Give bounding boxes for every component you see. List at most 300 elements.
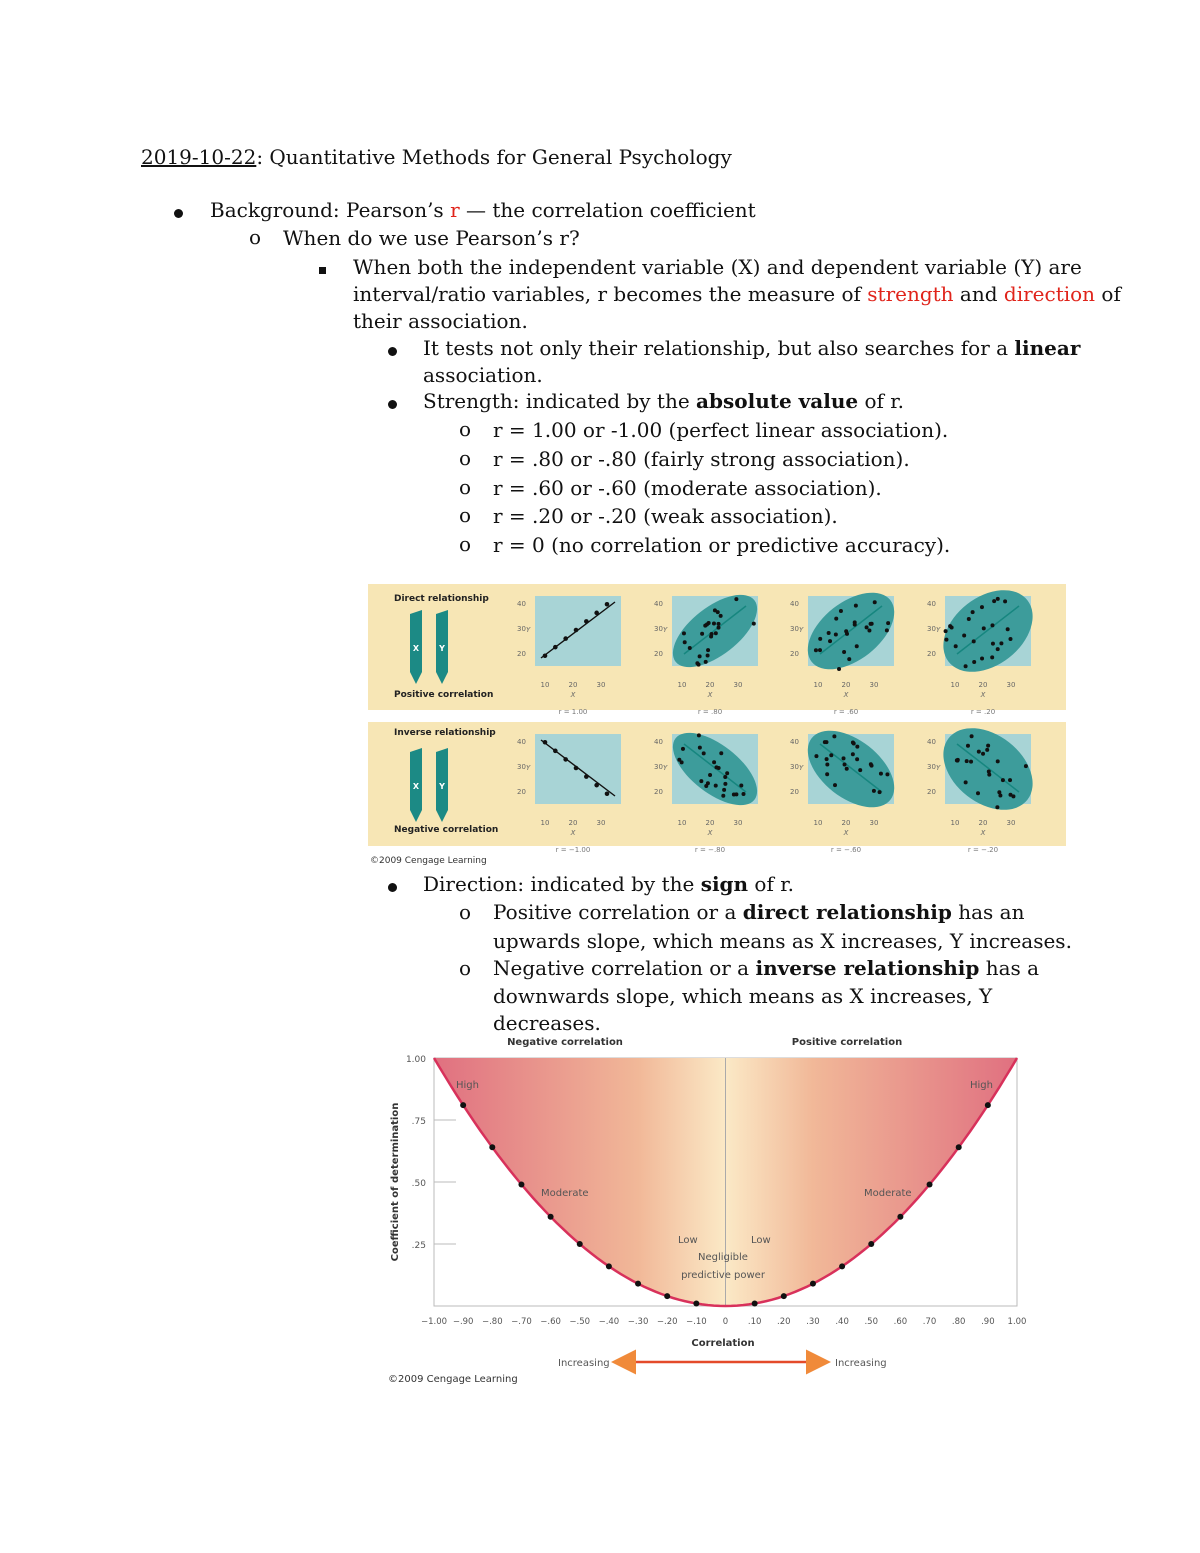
- y-axis-label: Y: [526, 626, 531, 634]
- data-point: [584, 619, 589, 624]
- data-point: [948, 624, 952, 628]
- data-point: [732, 793, 736, 797]
- data-point: [712, 622, 716, 626]
- y-axis-label: Y: [799, 626, 804, 634]
- y-tick-label: 30: [517, 763, 526, 771]
- data-point: [999, 641, 1003, 645]
- x-tick-label: −.10: [686, 1317, 707, 1327]
- x-tick-label: −.40: [598, 1317, 620, 1327]
- data-point: [717, 626, 721, 630]
- y-tick-label: 30: [927, 625, 936, 633]
- bullet-o: o: [459, 956, 472, 980]
- data-point: [700, 632, 704, 636]
- r-value-label: r = −1.00: [555, 846, 591, 854]
- data-point: [553, 749, 558, 754]
- data-point: [714, 765, 718, 769]
- data-point: [996, 759, 1000, 763]
- y-tick-label: 20: [927, 650, 936, 658]
- data-point: [693, 1301, 699, 1307]
- pos-end: has an: [951, 900, 1025, 924]
- title-text: : Quantitative Methods for General Psychology: [256, 145, 732, 169]
- chart-copyright: ©2009 Cengage Learning: [388, 1374, 518, 1385]
- y-tick-label: 20: [790, 788, 799, 796]
- x-axis-label: Correlation: [691, 1338, 755, 1349]
- y-tick-label: 40: [927, 738, 936, 746]
- data-point: [998, 793, 1002, 797]
- data-point: [847, 657, 851, 661]
- x-tick-label: .60: [893, 1317, 908, 1327]
- data-point: [518, 1181, 524, 1187]
- data-point: [734, 597, 738, 601]
- data-point: [879, 772, 883, 776]
- y-tick-label: .75: [411, 1117, 426, 1127]
- y-tick-label: 40: [927, 600, 936, 608]
- linear-text: It tests not only their relationship, but also searches for a: [423, 336, 1015, 360]
- annot-high-right: High: [970, 1080, 993, 1091]
- y-tick-label: 30: [517, 625, 526, 633]
- data-point: [967, 617, 971, 621]
- data-point: [714, 784, 718, 788]
- x-tick-label: 30: [1006, 819, 1016, 827]
- data-point: [1024, 764, 1028, 768]
- data-point: [981, 752, 985, 756]
- data-point: [698, 654, 702, 658]
- data-point: [832, 734, 836, 738]
- strength-item: r = 1.00 or -1.00 (perfect linear association).: [493, 418, 949, 442]
- pos-bold: direct relationship: [742, 900, 952, 924]
- l3-direction: direction: [1003, 282, 1096, 306]
- data-point: [712, 760, 716, 764]
- data-point: [996, 647, 1000, 651]
- data-point: [872, 789, 876, 793]
- data-point: [810, 1281, 816, 1287]
- data-point: [752, 622, 756, 626]
- linear-line: [423, 335, 1080, 361]
- x-axis-label: X: [570, 691, 576, 699]
- strength-item: r = .80 or -.80 (fairly strong association).: [493, 447, 910, 471]
- fig1-copyright: ©2009 Cengage Learning: [370, 856, 487, 866]
- r-value-label: r = .20: [970, 708, 996, 716]
- data-point: [818, 637, 822, 641]
- y-tick-label: .50: [411, 1179, 426, 1189]
- l3-and: and: [953, 282, 1004, 306]
- data-point: [990, 655, 994, 659]
- data-point: [970, 734, 974, 738]
- x-tick-label: −.30: [627, 1317, 649, 1327]
- x-tick-label: 20: [705, 819, 715, 827]
- direction-bold: sign: [700, 872, 749, 896]
- strength-item: r = .20 or -.20 (weak association).: [493, 504, 838, 528]
- data-point: [956, 758, 960, 762]
- data-point: [699, 779, 703, 783]
- data-point: [956, 1144, 962, 1150]
- data-point: [870, 764, 874, 768]
- data-point: [965, 759, 969, 763]
- data-point: [825, 757, 829, 761]
- data-point: [717, 622, 721, 626]
- data-point: [842, 650, 846, 654]
- l3-line2: [353, 281, 1121, 307]
- direction-text: Direction: indicated by the: [423, 872, 701, 896]
- r-value-label: r = −.80: [694, 846, 726, 854]
- variable-label: Y: [439, 782, 445, 791]
- r-value-label: r = −.20: [967, 846, 999, 854]
- data-point: [834, 617, 838, 621]
- data-point: [839, 1263, 845, 1269]
- r-value-label: r = −.60: [830, 846, 862, 854]
- data-point: [704, 784, 708, 788]
- data-point: [969, 760, 973, 764]
- negative-label: Negative correlation: [394, 825, 499, 835]
- data-point: [839, 609, 843, 613]
- data-point: [980, 605, 984, 609]
- annot-negligible: Negligible: [698, 1252, 748, 1263]
- positive-label: Positive correlation: [394, 690, 494, 700]
- x-tick-label: 0: [722, 1317, 729, 1327]
- data-point: [563, 757, 568, 762]
- inverse-label: Inverse relationship: [394, 728, 496, 738]
- y-tick-label: 20: [517, 788, 526, 796]
- y-tick-label: 20: [927, 788, 936, 796]
- x-tick-label: 30: [733, 819, 743, 827]
- data-point: [825, 772, 829, 776]
- x-axis-label: X: [843, 829, 849, 837]
- bullet-o: o: [459, 900, 472, 924]
- data-point: [1008, 778, 1012, 782]
- bg-text: Background: Pearson’s: [210, 198, 451, 222]
- l3-line3: their association.: [353, 309, 528, 333]
- page-title: [141, 144, 732, 170]
- r-value-label: r = .60: [833, 708, 859, 716]
- x-axis-label: X: [707, 829, 713, 837]
- x-tick-label: 30: [1006, 681, 1016, 689]
- x-tick-label: 20: [568, 681, 578, 689]
- data-point: [719, 751, 723, 755]
- x-tick-label: .50: [864, 1317, 879, 1327]
- data-point: [704, 660, 708, 664]
- x-tick-label: 20: [568, 819, 578, 827]
- y-axis-label: Y: [663, 626, 668, 634]
- annot-moderate-left: Moderate: [541, 1188, 589, 1199]
- data-point: [605, 602, 610, 607]
- data-point: [964, 664, 968, 668]
- y-axis-label: Y: [936, 626, 941, 634]
- data-point: [714, 631, 718, 635]
- data-point: [460, 1102, 466, 1108]
- x-axis-label: X: [570, 829, 576, 837]
- bg-r: r: [450, 198, 460, 222]
- data-point: [966, 744, 970, 748]
- data-point: [605, 791, 610, 796]
- data-point: [709, 635, 713, 639]
- data-point: [706, 653, 710, 657]
- data-point: [543, 653, 548, 658]
- x-tick-label: 10: [950, 681, 960, 689]
- data-point: [664, 1293, 670, 1299]
- data-point: [574, 766, 579, 771]
- data-point: [885, 772, 889, 776]
- x-tick-label: 1.00: [1007, 1317, 1027, 1327]
- data-point: [781, 1293, 787, 1299]
- x-tick-label: 20: [841, 681, 851, 689]
- strength-line: [423, 388, 904, 414]
- bullet-dot: [388, 872, 397, 898]
- data-point: [851, 752, 855, 756]
- data-point: [982, 626, 986, 630]
- pos-text: Positive correlation or a: [493, 900, 743, 924]
- data-point: [594, 783, 599, 788]
- data-point: [742, 792, 746, 796]
- title-date: 2019-10-22: [141, 145, 257, 169]
- data-point: [944, 629, 948, 633]
- data-point: [828, 639, 832, 643]
- data-point: [971, 610, 975, 614]
- data-point: [873, 600, 877, 604]
- data-point: [878, 790, 882, 794]
- y-axis-label: Y: [799, 764, 804, 772]
- x-tick-label: 10: [677, 681, 687, 689]
- y-tick-label: 30: [790, 763, 799, 771]
- neg-end: has a: [979, 956, 1040, 980]
- data-point: [706, 648, 710, 652]
- data-point: [886, 621, 890, 625]
- data-point: [865, 625, 869, 629]
- l3-of: of: [1095, 282, 1121, 306]
- data-point: [985, 1102, 991, 1108]
- x-tick-label: 20: [978, 681, 988, 689]
- data-point: [818, 648, 822, 652]
- bullet-o: o: [249, 225, 262, 249]
- direction-end: of r.: [748, 872, 794, 896]
- data-point: [954, 644, 958, 648]
- x-tick-label: .10: [747, 1317, 762, 1327]
- bg-rest: — the correlation coefficient: [459, 198, 756, 222]
- data-point: [991, 642, 995, 646]
- annot-high-left: High: [456, 1080, 479, 1091]
- x-axis-label: X: [980, 829, 986, 837]
- data-point: [1008, 637, 1012, 641]
- negative-dir-line: [493, 955, 1039, 981]
- r-value-label: r = .80: [697, 708, 723, 716]
- data-point: [716, 610, 720, 614]
- data-point: [977, 750, 981, 754]
- neg-bold: inverse relationship: [755, 956, 980, 980]
- x-tick-label: .30: [806, 1317, 820, 1327]
- data-point: [606, 1263, 612, 1269]
- data-point: [680, 760, 684, 764]
- data-point: [995, 805, 999, 809]
- data-point: [867, 628, 871, 632]
- neg-text: Negative correlation or a: [493, 956, 756, 980]
- data-point: [858, 768, 862, 772]
- x-tick-label: 30: [733, 681, 743, 689]
- x-tick-label: 30: [596, 819, 606, 827]
- x-tick-label: .90: [981, 1317, 995, 1327]
- data-point: [972, 660, 976, 664]
- y-tick-label: 40: [654, 738, 663, 746]
- y-tick-label: 40: [517, 738, 526, 746]
- y-axis-label: Y: [663, 764, 668, 772]
- y-tick-label: 30: [654, 625, 663, 633]
- data-point: [843, 763, 847, 767]
- data-point: [683, 640, 687, 644]
- bullet-dot: [388, 389, 397, 415]
- x-tick-label: 20: [841, 819, 851, 827]
- bullet-o: o: [459, 417, 472, 441]
- x-tick-label: −.90: [452, 1317, 474, 1327]
- variable-label: X: [412, 782, 420, 791]
- data-point: [852, 741, 856, 745]
- y-tick-label: .25: [411, 1241, 426, 1251]
- variable-label: Y: [439, 644, 445, 653]
- data-point: [1006, 627, 1010, 631]
- x-tick-label: 20: [705, 681, 715, 689]
- data-point: [885, 628, 889, 632]
- data-point: [1011, 794, 1015, 798]
- data-point: [854, 604, 858, 608]
- x-tick-label: −1.00: [420, 1317, 448, 1327]
- strength-end: of r.: [858, 389, 904, 413]
- variable-label: X: [412, 644, 420, 653]
- data-point: [682, 631, 686, 635]
- data-point: [563, 636, 568, 641]
- linear-line2: association.: [423, 363, 543, 387]
- strength-item: r = 0 (no correlation or predictive accuracy).: [493, 533, 951, 557]
- x-tick-label: .80: [951, 1317, 966, 1327]
- x-tick-label: −.80: [481, 1317, 503, 1327]
- data-point: [829, 753, 833, 757]
- x-axis-label: X: [843, 691, 849, 699]
- data-point: [944, 638, 948, 642]
- direct-label: Direct relationship: [394, 594, 489, 604]
- data-point: [697, 663, 701, 667]
- data-point: [869, 622, 873, 626]
- data-point: [972, 639, 976, 643]
- data-point: [543, 740, 548, 745]
- x-tick-label: 10: [950, 819, 960, 827]
- data-point: [976, 791, 980, 795]
- bullet-o: o: [459, 532, 472, 556]
- data-point: [834, 633, 838, 637]
- data-point: [553, 645, 558, 650]
- r-value-label: r = 1.00: [558, 708, 588, 716]
- data-point: [833, 783, 837, 787]
- data-point: [853, 623, 857, 627]
- x-tick-label: 10: [813, 681, 823, 689]
- data-point: [855, 757, 859, 761]
- x-axis-label: X: [707, 691, 713, 699]
- data-point: [992, 599, 996, 603]
- y-tick-label: 40: [790, 600, 799, 608]
- data-point: [721, 794, 725, 798]
- x-axis-label: X: [980, 691, 986, 699]
- data-point: [845, 767, 849, 771]
- data-point: [837, 667, 841, 671]
- y-tick-label: 40: [517, 600, 526, 608]
- strength-item: r = .60 or -.60 (moderate association).: [493, 476, 882, 500]
- data-point: [574, 628, 579, 633]
- bullet-o: o: [459, 503, 472, 527]
- x-tick-label: 30: [596, 681, 606, 689]
- data-point: [927, 1181, 933, 1187]
- bullet-o: o: [459, 475, 472, 499]
- scatterplot-figure: [368, 584, 1066, 868]
- determination-chart: [380, 1032, 1040, 1388]
- x-tick-label: .20: [777, 1317, 791, 1327]
- data-point: [708, 773, 712, 777]
- linear-bold: linear: [1014, 336, 1081, 360]
- l3-text: interval/ratio variables, r becomes the measure of: [353, 282, 868, 306]
- x-tick-label: 10: [540, 681, 550, 689]
- data-point: [489, 1144, 495, 1150]
- data-point: [868, 1241, 874, 1247]
- bullet-o: o: [459, 446, 472, 470]
- data-point: [722, 788, 726, 792]
- negative-dir-line3: decreases.: [493, 1011, 601, 1035]
- data-point: [548, 1214, 554, 1220]
- y-tick-label: 20: [790, 650, 799, 658]
- x-tick-label: −.60: [540, 1317, 561, 1327]
- l3-strength: strength: [867, 282, 954, 306]
- data-point: [681, 747, 685, 751]
- x-tick-label: −.20: [656, 1317, 678, 1327]
- direction-line: [423, 871, 794, 897]
- positive-dir-line: [493, 899, 1024, 925]
- arrow-right-label: Increasing: [835, 1358, 887, 1369]
- data-point: [635, 1281, 641, 1287]
- data-point: [594, 611, 599, 616]
- x-tick-label: 10: [677, 819, 687, 827]
- data-point: [897, 1214, 903, 1220]
- x-tick-label: .40: [835, 1317, 849, 1327]
- data-point: [702, 751, 706, 755]
- data-point: [844, 629, 848, 633]
- data-point: [823, 740, 827, 744]
- data-point: [577, 1241, 583, 1247]
- x-tick-label: .70: [922, 1317, 937, 1327]
- data-point: [964, 780, 968, 784]
- data-point: [725, 771, 729, 775]
- data-point: [814, 754, 818, 758]
- bullet-dot: [388, 336, 397, 362]
- y-axis-label: Coefficient of determination: [390, 1102, 401, 1262]
- data-point: [697, 733, 701, 737]
- x-tick-label: 20: [978, 819, 988, 827]
- data-point: [990, 623, 994, 627]
- annot-predictive: predictive power: [681, 1270, 765, 1281]
- background-line: [210, 197, 756, 223]
- data-point: [986, 744, 990, 748]
- y-tick-label: 40: [790, 738, 799, 746]
- when-line: When do we use Pearson’s r?: [283, 226, 580, 250]
- data-point: [814, 648, 818, 652]
- header-negative: Negative correlation: [507, 1037, 623, 1048]
- x-tick-label: 10: [813, 819, 823, 827]
- data-point: [1003, 599, 1007, 603]
- x-tick-label: −.50: [569, 1317, 591, 1327]
- negative-dir-line2: downwards slope, which means as X increases, Y: [493, 984, 993, 1008]
- data-point: [1001, 778, 1005, 782]
- y-tick-label: 40: [654, 600, 663, 608]
- positive-dir-line2: upwards slope, which means as X increases, Y increases.: [493, 929, 1072, 953]
- x-tick-label: −.70: [511, 1317, 532, 1327]
- y-tick-label: 20: [517, 650, 526, 658]
- header-positive: Positive correlation: [791, 1037, 903, 1048]
- y-axis-label: Y: [936, 764, 941, 772]
- x-tick-label: 30: [869, 681, 879, 689]
- data-point: [723, 782, 727, 786]
- data-point: [855, 644, 859, 648]
